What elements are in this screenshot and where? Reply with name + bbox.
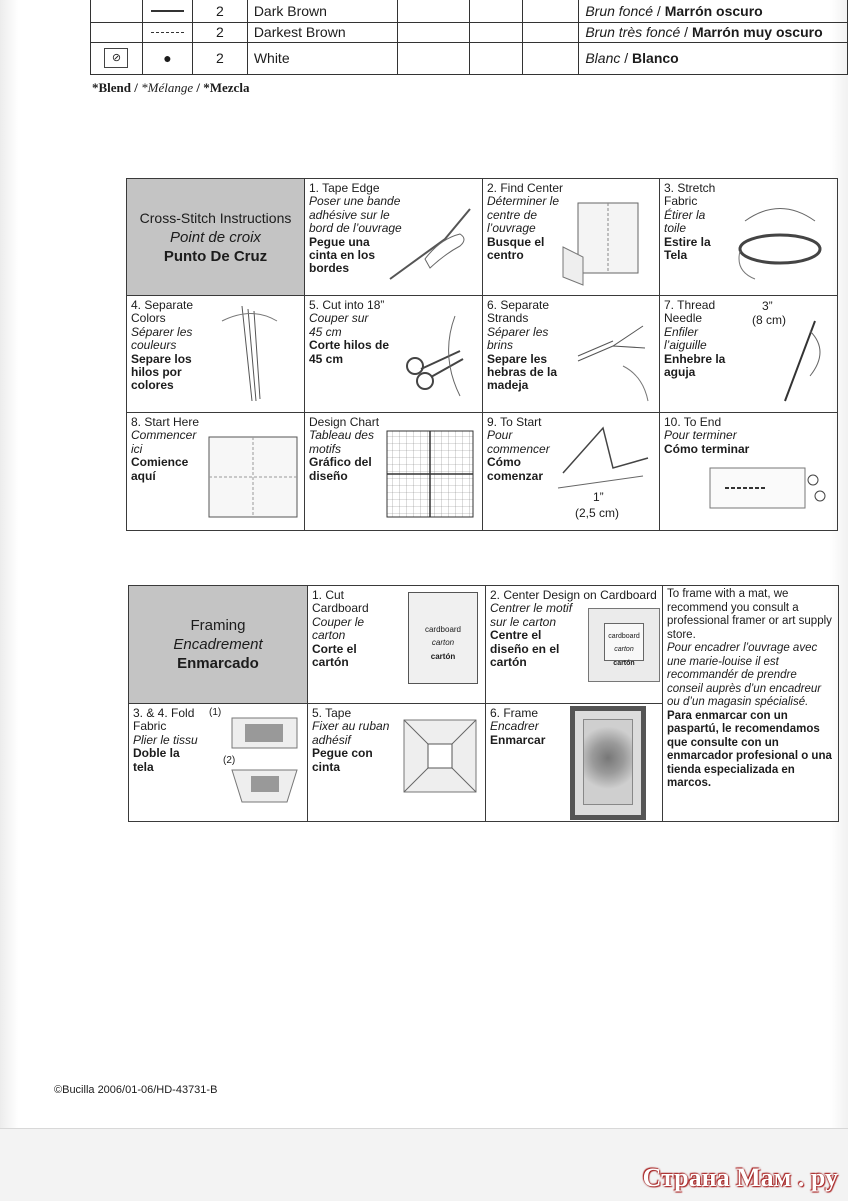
framed-picture-icon bbox=[570, 706, 646, 820]
step-es: Corte hilos de 45 cm bbox=[309, 338, 390, 366]
strand-count: 2 bbox=[192, 42, 247, 74]
step-es: Gráfico del diseño bbox=[309, 455, 372, 483]
color-name: White bbox=[247, 42, 397, 74]
note-en: To frame with a mat, we recommend you consult a professional framer or art supply store. bbox=[667, 588, 832, 641]
step-es: Centre el diseño en el cartón bbox=[490, 628, 560, 670]
blend-fr: *Mélange bbox=[141, 80, 194, 95]
color-name-fr: Brun très foncé bbox=[585, 24, 681, 40]
step-es: Cómo comenzar bbox=[487, 455, 544, 483]
step-fr: Centrer le motif sur le carton bbox=[490, 601, 573, 629]
step-title: 5. Cut into 18” bbox=[309, 298, 385, 312]
cardboard-label: cardboard bbox=[424, 625, 462, 634]
step-title: 3. Stretch Fabric bbox=[664, 181, 716, 209]
step-title: 2. Center Design on Cardboard bbox=[490, 588, 657, 602]
header-es: Punto De Cruz bbox=[163, 247, 268, 265]
step-cut-18 bbox=[305, 296, 483, 413]
step-es: Pegue una cinta en los bordes bbox=[309, 234, 376, 276]
step-fr: Pour terminer bbox=[664, 428, 737, 443]
step-to-end bbox=[660, 413, 838, 531]
needle-icon bbox=[770, 316, 830, 406]
color-name: Dark Brown bbox=[247, 0, 397, 22]
step-title: Design Chart bbox=[309, 415, 380, 429]
stitch-start-icon bbox=[553, 418, 653, 498]
header-fr: Encadrement bbox=[173, 636, 263, 653]
length-note-metric: (8 cm) bbox=[752, 313, 786, 327]
note-es: Para enmarcar con un paspartú, le recomendamos que consulte con un enmarcador profesional o una tienda especializada en marcos. bbox=[667, 709, 832, 789]
scissors-icon bbox=[395, 311, 475, 401]
step-title: 2. Find Center bbox=[487, 181, 564, 195]
step-fr: Couper le carton bbox=[312, 614, 365, 643]
site-watermark: Страна Мам . ру bbox=[642, 1163, 838, 1192]
step-title: 7. Thread Needle bbox=[664, 298, 716, 326]
step-tape-edge bbox=[305, 179, 483, 296]
fold-step-1: (1) bbox=[209, 707, 222, 718]
step-fr: Commencer ici bbox=[131, 428, 197, 456]
step-title: 4. Separate Colors bbox=[131, 298, 194, 326]
symbol-cell bbox=[142, 42, 192, 74]
framing-header bbox=[129, 586, 308, 704]
length-note: 1” bbox=[593, 490, 604, 504]
step-fr: Séparer les couleurs bbox=[131, 324, 193, 353]
taping-hand-icon bbox=[385, 199, 475, 289]
stitch-end-icon bbox=[705, 458, 830, 518]
step-es: Cómo terminar bbox=[664, 441, 750, 456]
cardboard-label: cardboard bbox=[608, 633, 640, 640]
step-to-start bbox=[483, 413, 660, 531]
header-fr: Point de croix bbox=[170, 228, 261, 246]
step-start-here bbox=[127, 413, 305, 531]
tape-back-icon bbox=[400, 716, 480, 796]
folded-fabric-icon bbox=[558, 197, 653, 287]
thread-skein-icon bbox=[212, 301, 297, 406]
color-name-es: Blanco bbox=[632, 50, 679, 66]
step-find-center bbox=[483, 179, 660, 296]
step-es: Pegue con cinta bbox=[312, 746, 373, 774]
step-fr: Tableau des motifs bbox=[309, 428, 374, 456]
step-title: 10. To End bbox=[664, 415, 722, 429]
cross-stitch-instructions bbox=[126, 178, 838, 531]
step-fr: Pour commencer bbox=[487, 428, 550, 456]
color-legend-table bbox=[90, 0, 848, 75]
step-center-design bbox=[486, 586, 663, 704]
step-es: Enmarcar bbox=[490, 732, 546, 747]
color-name-es: Marrón muy oscuro bbox=[691, 24, 823, 40]
step-cut-cardboard bbox=[308, 586, 486, 704]
step-fold-fabric bbox=[129, 704, 308, 822]
cardboard-label-fr: carton bbox=[614, 646, 634, 654]
blend-en: *Blend bbox=[92, 80, 132, 95]
header-es: Enmarcado bbox=[177, 655, 259, 672]
cross-stitch-header bbox=[127, 179, 305, 296]
note-fr: Pour encadrer l’ouvrage avec une marie-louise il est recommandér de prendre conseil auprès d’un encadreur ou d’un magasin spécialisé. bbox=[667, 642, 822, 708]
step-es: Doble la tela bbox=[133, 746, 180, 774]
fold-fabric-icon bbox=[227, 710, 302, 810]
design-chart bbox=[305, 413, 483, 531]
header-en: Cross-Stitch Instructions bbox=[139, 209, 292, 226]
strand-count: 2 bbox=[192, 22, 247, 42]
step-tape bbox=[308, 704, 486, 822]
step-title: 9. To Start bbox=[487, 415, 542, 429]
step-stretch-fabric bbox=[660, 179, 838, 296]
fabric-center-icon bbox=[205, 433, 300, 523]
color-name-fr: Blanc bbox=[585, 50, 621, 66]
step-es: Busque el centro bbox=[487, 234, 545, 263]
header-en: Framing bbox=[190, 617, 246, 634]
legend-row: 2 Dark Brown Brun foncé / Marrón oscuro bbox=[91, 0, 848, 22]
copyright: ©Bucilla 2006/01-06/HD-43731-B bbox=[54, 1084, 218, 1096]
step-title: 6. Frame bbox=[490, 706, 539, 720]
symbol-cell bbox=[142, 22, 192, 42]
step-fr: Poser une bande adhésive sur le bord de l’ouvrage bbox=[309, 194, 402, 236]
step-title: 3. & 4. Fold Fabric bbox=[133, 706, 195, 734]
chart-grid-icon bbox=[385, 429, 477, 521]
strand-count: 2 bbox=[192, 0, 247, 22]
centered-design-icon bbox=[588, 608, 660, 682]
cardboard-icon bbox=[408, 592, 478, 684]
step-es: Separe les hebras de la madeja bbox=[487, 351, 558, 393]
symbol-icon: ⊘ bbox=[104, 48, 128, 68]
step-frame bbox=[486, 704, 663, 822]
step-es: Enhebre la aguja bbox=[664, 351, 726, 380]
step-fr: Déterminer le centre de l’ouvrage bbox=[487, 194, 560, 236]
step-fr: Encadrer bbox=[490, 719, 539, 734]
embroidery-hoop-icon bbox=[730, 191, 830, 286]
symbol-cell bbox=[142, 0, 192, 22]
blend-es: *Mezcla bbox=[203, 80, 250, 95]
cardboard-label-es: cartón bbox=[613, 659, 635, 667]
step-separate-strands bbox=[483, 296, 660, 413]
step-title: 1. Cut Cardboard bbox=[312, 588, 369, 616]
step-fr: Séparer les brins bbox=[487, 324, 549, 353]
step-fr: Plier le tissu bbox=[133, 732, 198, 747]
step-separate-colors bbox=[127, 296, 305, 413]
color-name-fr: Brun foncé bbox=[585, 2, 654, 19]
blend-note: *Blend / *Mélange / *Mezcla bbox=[92, 80, 250, 95]
step-fr: Fixer au ruban adhésif bbox=[312, 719, 390, 747]
color-name: Darkest Brown bbox=[247, 22, 397, 42]
step-fr: Étirer la toile bbox=[664, 207, 706, 236]
step-es: Separe los hilos por colores bbox=[131, 351, 192, 393]
step-es: Comience aquí bbox=[131, 455, 189, 483]
legend-row: ⊘ ● 2 White Blanc / Blanco bbox=[91, 42, 848, 74]
fold-step-2: (2) bbox=[223, 755, 236, 766]
cardboard-label-es: cartón bbox=[430, 651, 456, 661]
step-es: Estire la Tela bbox=[664, 234, 711, 263]
framing-note bbox=[663, 586, 839, 822]
length-note-metric: (2,5 cm) bbox=[575, 506, 620, 520]
step-es: Corte el cartón bbox=[312, 641, 357, 670]
length-note: 3” bbox=[762, 299, 773, 313]
step-thread-needle bbox=[660, 296, 838, 413]
legend-row: 2 Darkest Brown Brun très foncé / Marrón muy oscuro bbox=[91, 22, 848, 42]
strands-hands-icon bbox=[573, 306, 653, 406]
step-title: 6. Separate Strands bbox=[487, 298, 550, 326]
dot-icon: ● bbox=[163, 50, 172, 66]
step-title: 5. Tape bbox=[312, 706, 352, 720]
step-fr: Enfiler l’aiguille bbox=[664, 324, 707, 353]
framing-instructions bbox=[128, 585, 839, 822]
step-fr: Couper sur 45 cm bbox=[309, 311, 369, 339]
step-title: 8. Start Here bbox=[131, 415, 200, 429]
color-name-es: Marrón oscuro bbox=[664, 2, 763, 19]
cardboard-label-fr: carton bbox=[431, 638, 455, 648]
step-title: 1. Tape Edge bbox=[309, 181, 380, 195]
